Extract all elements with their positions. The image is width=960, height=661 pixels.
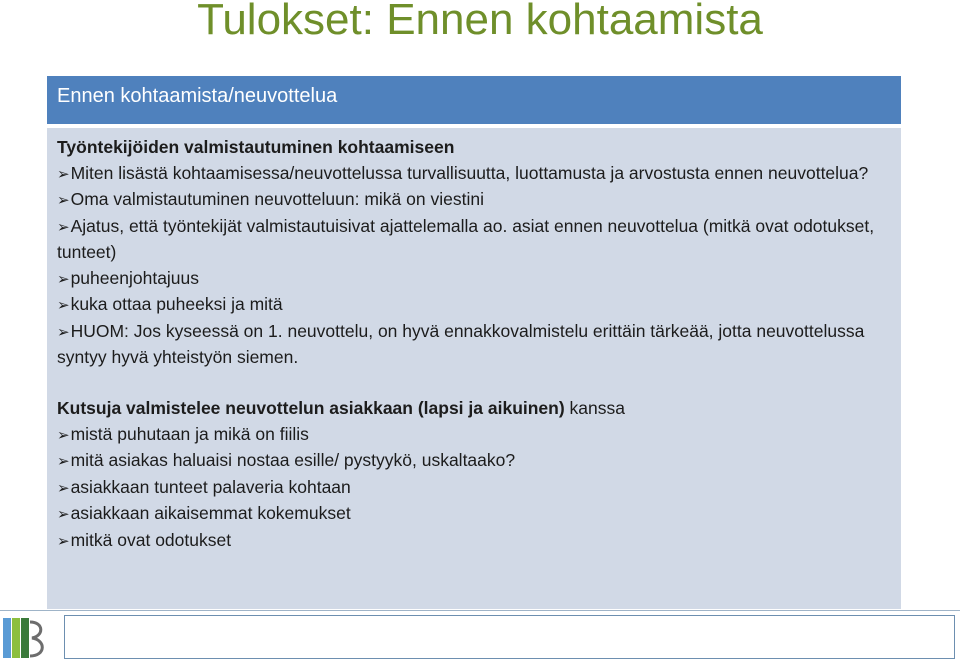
section2-heading xyxy=(57,396,891,422)
arrow-bullet-icon: ➢ xyxy=(57,323,70,341)
arrow-bullet-icon: ➢ xyxy=(57,192,70,209)
section2-heading-rest: kanssa xyxy=(564,398,625,418)
arrow-bullet-icon: ➢ xyxy=(57,165,70,183)
list-item-text: kuka ottaa puheeksi ja mitä xyxy=(70,294,283,314)
footer-divider xyxy=(0,610,960,611)
arrow-bullet-icon: ➢ xyxy=(57,297,70,314)
list-item-text: asiakkaan tunteet palaveria kohtaan xyxy=(70,476,351,497)
arrow-bullet-icon: ➢ xyxy=(57,506,70,523)
list-item xyxy=(57,475,891,502)
spacer xyxy=(57,371,891,397)
list-item-text: Miten lisästä kohtaamisessa/neuvottelussa turvallisuutta, luottamusta ja arvostusta ennen neuvottelua? xyxy=(70,162,869,183)
list-item-text: mistä puhutaan ja mikä on fiilis xyxy=(70,423,309,444)
list-item-text: asiakkaan aikaisemmat kokemukset xyxy=(70,503,351,523)
list-item xyxy=(57,528,891,555)
list-item xyxy=(57,319,891,371)
list-item-text: Ajatus, että työntekijät valmistautuisivat ajattelemalla ao. asiat ennen neuvottelua (mitkä ovat odotukset, tunteet) xyxy=(57,215,875,262)
logo-icon xyxy=(2,614,52,661)
list-item-text: HUOM: Jos kyseessä on 1. neuvottelu, on hyvä ennakkovalmistelu erittäin tärkeää, jotta neuvottelussa syntyy hyvä yhteistyön siemen. xyxy=(57,320,865,367)
arrow-bullet-icon: ➢ xyxy=(57,453,70,470)
arrow-bullet-icon: ➢ xyxy=(57,426,70,444)
list-item-text: mitä asiakas haluaisi nostaa esille/ pystyykö, uskaltaako? xyxy=(70,450,516,470)
list-item-text: Oma valmistautuminen neuvotteluun: mikä on viestini xyxy=(70,189,484,209)
list-item xyxy=(57,292,891,319)
list-item-text: puheenjohtajuus xyxy=(70,267,200,288)
slide-title: Tulokset: Ennen kohtaamista xyxy=(197,0,763,44)
arrow-bullet-icon: ➢ xyxy=(57,218,70,236)
arrow-bullet-icon: ➢ xyxy=(57,532,70,550)
arrow-bullet-icon: ➢ xyxy=(57,479,70,497)
arrow-bullet-icon: ➢ xyxy=(57,270,70,288)
list-item xyxy=(57,161,891,188)
section2-list xyxy=(57,422,891,555)
section2-heading-bold: Kutsuja valmistelee neuvottelun asiakkaan (lapsi ja aikuinen) xyxy=(57,398,565,418)
content-box xyxy=(47,128,901,609)
list-item xyxy=(57,214,891,266)
list-item-text: mitkä ovat odotukset xyxy=(70,529,232,550)
list-item xyxy=(57,422,891,449)
list-item xyxy=(57,448,891,475)
section-header: Ennen kohtaamista/neuvottelua xyxy=(47,76,901,124)
list-item xyxy=(57,187,891,214)
section1-list xyxy=(57,161,891,371)
section1-heading: Työntekijöiden valmistautuminen kohtaamiseen xyxy=(57,137,455,157)
list-item xyxy=(57,501,891,528)
footer-box xyxy=(64,615,955,659)
list-item xyxy=(57,266,891,293)
